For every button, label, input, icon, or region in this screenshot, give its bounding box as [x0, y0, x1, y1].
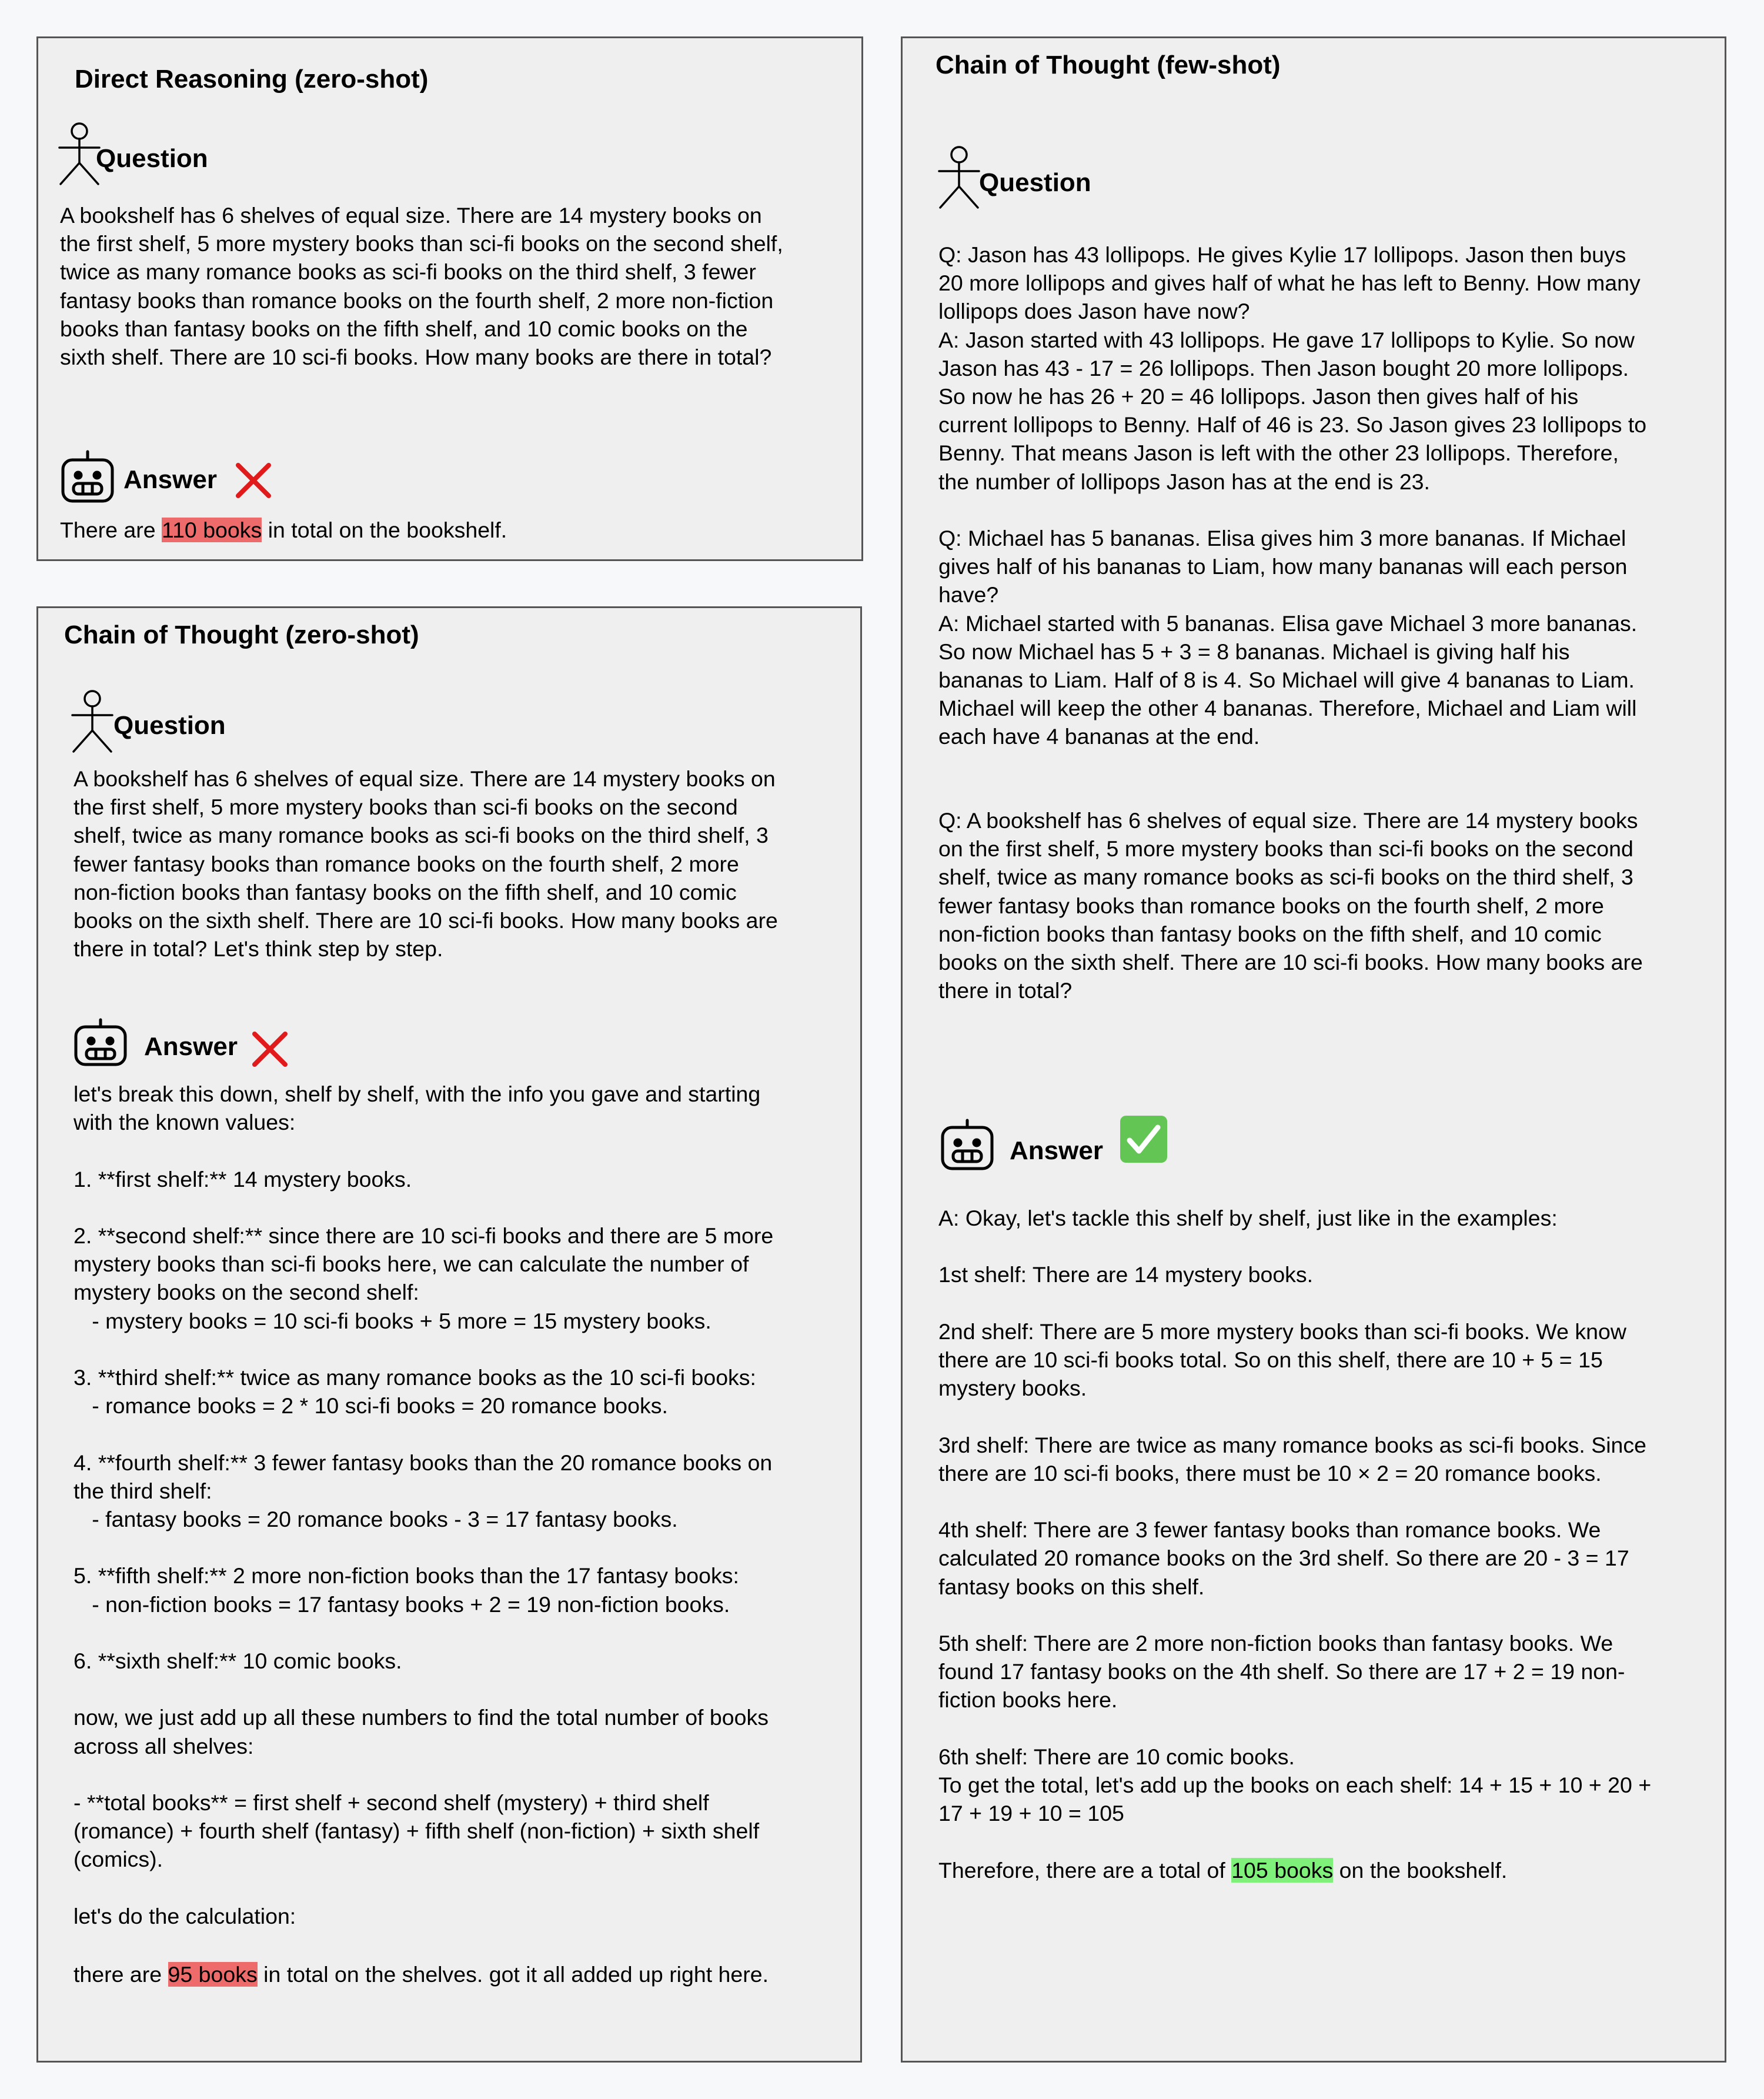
answer-final-pre: Therefore, there are a total of	[938, 1858, 1232, 1883]
panel-title: Chain of Thought (zero-shot)	[64, 620, 419, 649]
panel-title: Direct Reasoning (zero-shot)	[75, 65, 429, 94]
robot-icon	[939, 1118, 995, 1174]
answer-text-pre: There are	[60, 518, 162, 542]
correct-answer-highlight: 105 books	[1231, 1858, 1334, 1883]
person-icon	[936, 145, 983, 211]
question-label: Question	[96, 144, 208, 173]
robot-icon	[59, 448, 116, 505]
question-text: A bookshelf has 6 shelves of equal size. There are 14 mystery books on the first shelf, 5 more mystery books than sci-fi books on the second shelf, twice as many romance books as sci-fi books on the third shelf, 3 fewer fantasy books than romance books on the fourth shelf, 2 more non-fiction books than fantasy books on the fifth shelf, and 10 comic books on the sixth shelf. There are 10 sci-fi books. How many books are there in total?	[60, 203, 783, 370]
answer-label: Answer	[123, 465, 217, 494]
answer-final-pre: there are	[74, 1962, 168, 1987]
cross-icon	[249, 1028, 291, 1070]
panel-direct-reasoning	[36, 36, 863, 561]
answer-body: A: Okay, let's tackle this shelf by shelf, just like in the examples: 1st shelf: There are 14 mystery books. 2nd shelf: There are 5 more mystery books than sci-fi books. We know there are 10 sci-fi books total. So on this shelf, there are 10 + 5 = 15 mystery books. 3rd shelf: There are twice as many romance books as sci-fi books. Since there are 10 sci-fi books, there must be 10 × 2 = 20 romance books. 4th shelf: There are 3 fewer fantasy books than romance books. We calculated 20 romance books on the 3rd shelf. So there are 20 - 3 = 17 fantasy books on this shelf. 5th shelf: There are 2 more non-fiction books than fantasy books. We found 17 fantasy books on the 4th shelf. So there are 17 + 2 = 19 non- fiction books here. 6th shelf: There are 10 comic books. To get the total, let's add up the books on each shelf: 14 + 15 + 10 + 20 + 17 + 19 + 10 = 105	[938, 1206, 1652, 1826]
question-label: Question	[113, 711, 226, 740]
question-label: Question	[979, 168, 1091, 197]
person-icon	[69, 689, 116, 755]
answer-label: Answer	[1010, 1136, 1103, 1165]
answer-final	[938, 1856, 1507, 1884]
panel-cot-zero-shot	[36, 606, 862, 2063]
wrong-answer-highlight: 95 books	[168, 1962, 258, 1987]
answer-text	[60, 516, 507, 544]
question-text: Q: A bookshelf has 6 shelves of equal size. There are 14 mystery books on the first shelf, 5 more mystery books than sci-fi books on the second shelf, twice as many romance books as sci-fi books on the third shelf, 3 fewer fantasy books than romance books on the fourth shelf, 2 more non-fiction books than fantasy books on the fifth shelf, and 10 comic books on the sixth shelf. There are 10 sci-fi books. How many books are there in total?	[938, 808, 1643, 1003]
question-text: A bookshelf has 6 shelves of equal size. There are 14 mystery books on the first shelf, 5 more mystery books than sci-fi books on the second shelf, twice as many romance books as sci-fi books on the third shelf, 3 fewer fantasy books than romance books on the fourth shelf, 2 more non-fiction books than fantasy books on the fifth shelf, and 10 comic books on the sixth shelf. There are 10 sci-fi books. How many books are there in total? Let's think step by step.	[74, 766, 778, 962]
check-icon	[1119, 1114, 1168, 1164]
cross-icon	[232, 459, 275, 502]
panel-cot-few-shot	[901, 36, 1726, 2063]
question-examples: Q: Jason has 43 lollipops. He gives Kylie 17 lollipops. Jason then buys 20 more lollipops and gives half of what he has left to Benny. How many lollipops does Jason have now? A: Jason started with 43 lollipops. He gave 17 lollipops to Kylie. So now Jason has 43 - 17 = 26 lollipops. Then Jason bought 20 more lollipops. So now he has 26 + 20 = 46 lollipops. Jason then gives half of his current lollipops to Benny. Half of 46 is 23. So Jason gives 23 lollipops to Benny. That means Jason is left with the other 23 lollipops. Therefore, the number of lollipops Jason has at the end is 23. Q: Michael has 5 bananas. Elisa gives him 3 more bananas. If Michael gives half of his bananas to Liam, how many bananas will each person have? A: Michael started with 5 bananas. Elisa gave Michael 3 more bananas. So now Michael has 5 + 3 = 8 bananas. Michael is giving half his bananas to Liam. Half of 8 is 4. So Michael will give 4 bananas to Liam. Michael will keep the other 4 bananas. Therefore, Michael and Liam will each have 4 bananas at the end.	[938, 242, 1647, 749]
answer-final-post: on the bookshelf.	[1333, 1858, 1508, 1883]
wrong-answer-highlight: 110 books	[162, 518, 262, 542]
answer-label: Answer	[144, 1032, 238, 1061]
answer-final-post: in total on the shelves. got it all added up right here.	[257, 1962, 769, 1987]
answer-body: let's break this down, shelf by shelf, with the info you gave and starting with the known values: 1. **first shelf:** 14 mystery books. 2. **second shelf:** since there are 10 sci-fi books and there are 5 more mystery books than sci-fi books here, we can calculate the number of mystery books on the second shelf: - mystery books = 10 sci-fi books + 5 more = 15 mystery books. 3. **third shelf:** twice as many romance books as the 10 sci-fi books: - romance books = 2 * 10 sci-fi books = 20 romance books. 4. **fourth shelf:** 3 fewer fantasy books than the 20 romance books on the third shelf: - fantasy books = 20 romance books - 3 = 17 fantasy books. 5. **fifth shelf:** 2 more non-fiction books than the 17 fantasy books: - non-fiction books = 17 fantasy books + 2 = 19 non-fiction books. 6. **sixth shelf:** 10 comic books. now, we just add up all these numbers to find the total number of books across all shelves: - **total books** = first shelf + second shelf (mystery) + third shelf (romance) + fourth shelf (fantasy) + fifth shelf (non-fiction) + sixth shelf (comics). let's do the calculation:	[74, 1082, 774, 1928]
answer-final	[74, 1960, 769, 1988]
answer-text-post: in total on the bookshelf.	[262, 518, 507, 542]
robot-icon	[72, 1016, 129, 1073]
panel-title: Chain of Thought (few-shot)	[936, 51, 1281, 79]
